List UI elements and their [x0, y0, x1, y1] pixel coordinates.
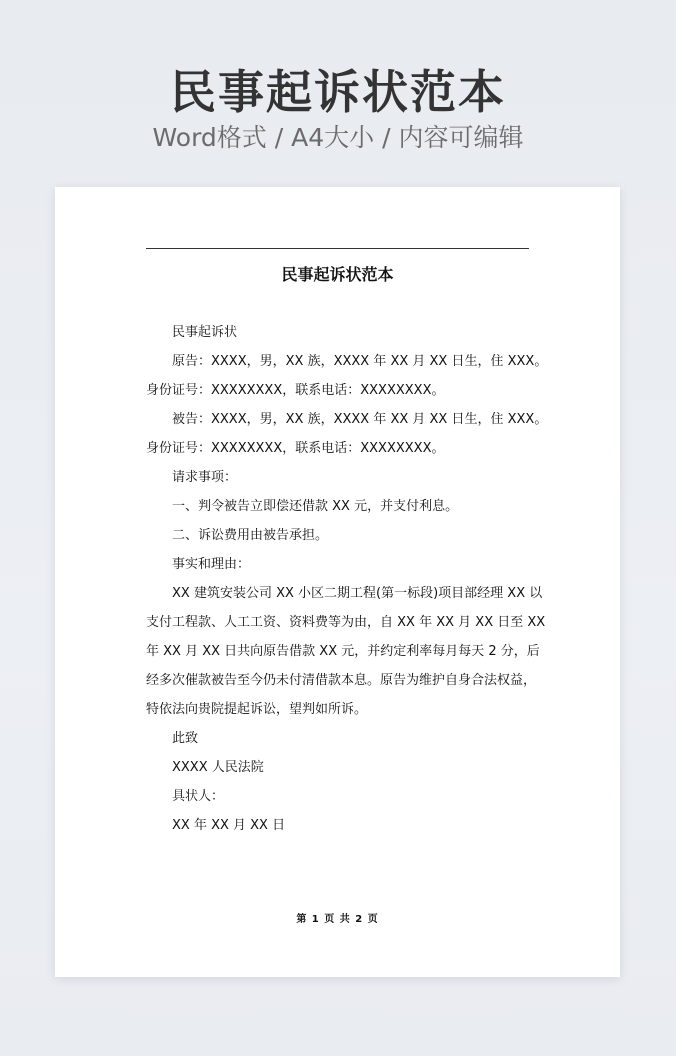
facts-line: 年 XX 月 XX 日共向原告借款 XX 元，并约定利率每月每天 2 分，后 — [146, 644, 540, 659]
closing-salutation: 此致 — [172, 731, 199, 746]
court-name: XXXX 人民法院 — [172, 760, 264, 775]
facts-line: 特依法向贵院提起诉讼，望判如所诉。 — [146, 702, 368, 717]
signer-label: 具状人： — [172, 789, 225, 804]
document-page — [55, 187, 620, 977]
header-rule — [146, 248, 529, 249]
banner-title: 民事起诉状范本 — [170, 65, 506, 119]
facts-heading: 事实和理由： — [172, 557, 251, 572]
plaintiff-id: 身份证号：XXXXXXXX，联系电话：XXXXXXXX。 — [146, 383, 445, 398]
defendant-id: 身份证号：XXXXXXXX，联系电话：XXXXXXXX。 — [146, 441, 445, 456]
claim-item: 一、判令被告立即偿还借款 XX 元，并支付利息。 — [172, 499, 459, 514]
facts-line: 支付工程款、人工工资、资料费等为由，自 XX 年 XX 月 XX 日至 XX — [146, 615, 546, 630]
document-date: XX 年 XX 月 XX 日 — [172, 818, 286, 833]
document-heading: 民事起诉状 — [172, 325, 238, 340]
claims-heading: 请求事项： — [172, 470, 238, 485]
page-number: 第 1 页 共 2 页 — [296, 914, 379, 925]
document-body — [146, 318, 548, 840]
banner-subtitle: Word格式 / A4大小 / 内容可编辑 — [152, 123, 524, 152]
facts-line: 经多次催款被告至今仍未付清借款本息。原告为维护自身合法权益， — [146, 673, 537, 688]
plaintiff-info: 原告：XXXX，男，XX 族，XXXX 年 XX 月 XX 日生，住 XXX。 — [172, 354, 548, 369]
document-title: 民事起诉状范本 — [281, 265, 394, 284]
facts-line: XX 建筑安装公司 XX 小区二期工程(第一标段)项目部经理 XX 以 — [172, 586, 543, 601]
defendant-info: 被告：XXXX，男，XX 族，XXXX 年 XX 月 XX 日生，住 XXX。 — [172, 412, 548, 427]
claim-item: 二、诉讼费用由被告承担。 — [172, 528, 329, 543]
